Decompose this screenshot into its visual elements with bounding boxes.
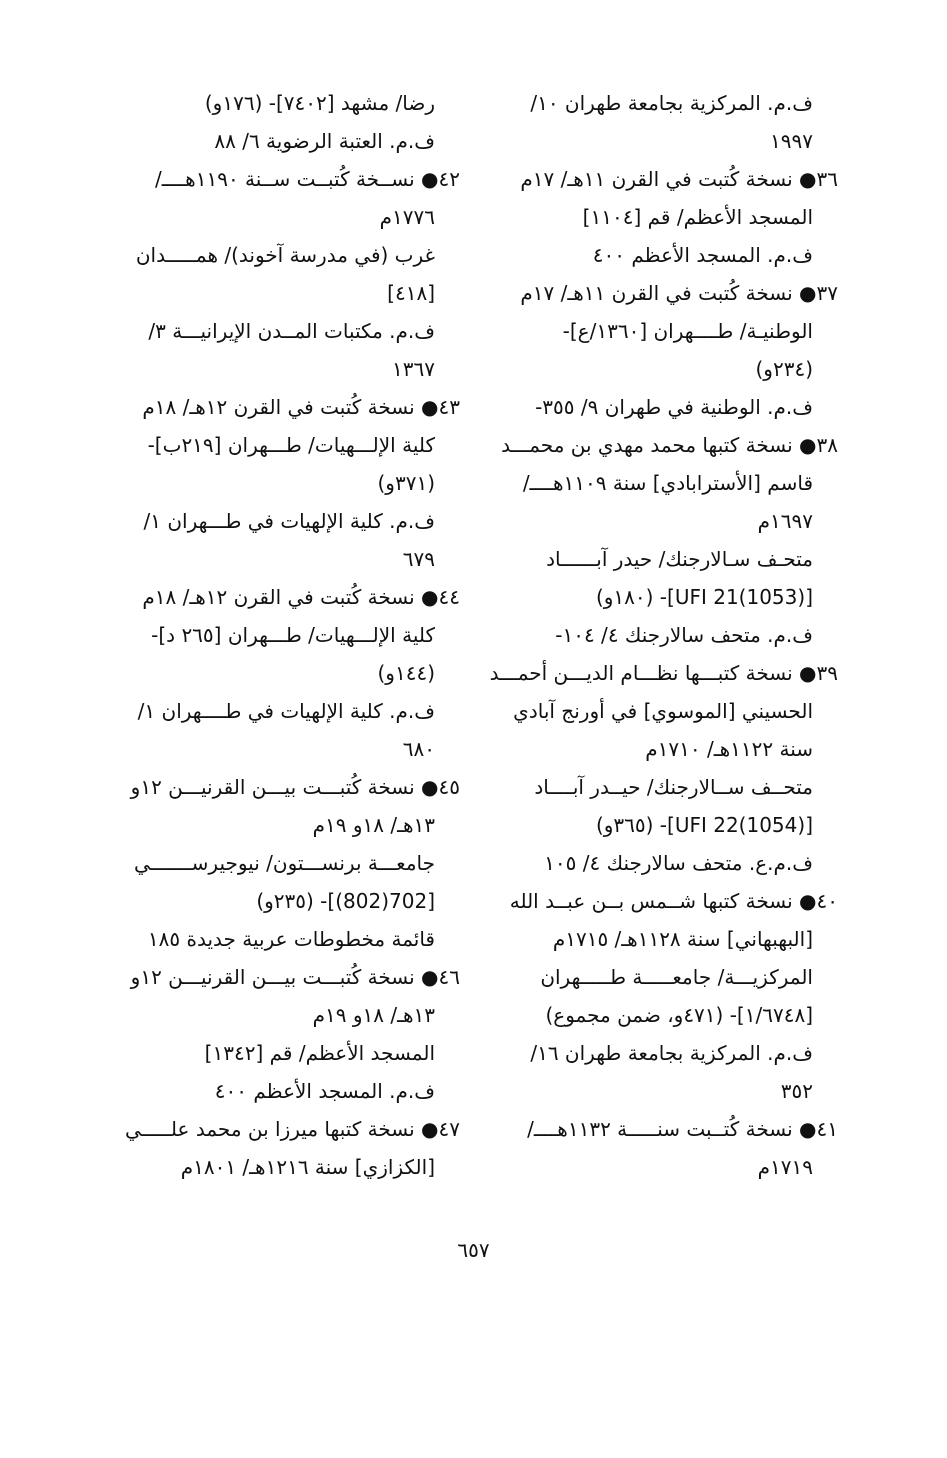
entry-detail-line: ف.م. العتبة الرضوية ٦/ ٨٨ <box>214 129 435 153</box>
entry-heading-line: ٤٧● نسخة كتبها ميرزا بن محمد علـــــي <box>124 1117 460 1141</box>
entry-detail-line: المسجد الأعظم/ قم [١٣٤٢] <box>204 1041 435 1065</box>
entry-detail-line: ٦٧٩ <box>402 547 435 571</box>
entry-detail-line: (٢٣٤و) <box>755 357 813 381</box>
entry-detail-line: [٤١٨] <box>387 281 435 305</box>
entry-heading-line: ٤٦● نسخة كُتبـــت بيـــن القرنيـــن ١٢و <box>130 965 460 989</box>
entry-detail-line: ١٣هـ/ ١٨و ١٩م <box>312 1003 435 1027</box>
entry-detail-line: [UFI 22(1054)]- (٣٦٥و) <box>595 813 813 837</box>
entry-detail-line: ف.م. المركزية بجامعة طهران ١٦/ <box>530 1041 813 1065</box>
entry-detail-line: [١/٦٧٤٨]- (٤٧١و، ضمن مجموع) <box>545 1003 813 1027</box>
entry-detail-line: المسجد الأعظم/ قم [١١٠٤] <box>582 205 813 229</box>
entry-detail-line: ٣٥٢ <box>780 1079 813 1103</box>
entry-detail-line: [البهبهاني] سنة ١١٢٨هـ/ ١٧١٥م <box>552 927 813 951</box>
entry-detail-line: ف.م. المركزية بجامعة طهران ١٠/ <box>530 91 813 115</box>
entry-detail-line: ف.م.ع. متحف سالارجنك ٤/ ١٠٥ <box>544 851 813 875</box>
entry-detail-line: ف.م. المسجد الأعظم ٤٠٠ <box>592 243 813 267</box>
entry-heading-line: ٣٨● نسخة كتبها محمد مهدي بن محمـــد <box>501 433 838 457</box>
entry-detail-line: (٣٧١و) <box>377 471 435 495</box>
entry-detail-line: (١٤٤و) <box>377 661 435 685</box>
entry-detail-line: كلية الإلـــهيات/ طـــهران [٢٦٥ د]- <box>151 623 435 647</box>
entry-detail-line: قائمة مخطوطات عربية جديدة ١٨٥ <box>147 927 435 951</box>
entry-detail-line: ف.م. متحف سالارجنك ٤/ ١٠٤- <box>555 623 813 647</box>
entry-detail-line: ف.م. كلية الإلهيات في طــــهران ١/ <box>137 699 435 723</box>
entry-heading-line: ٣٧● نسخة كُتبت في القرن ١١هـ/ ١٧م <box>520 281 838 305</box>
entry-heading-line: ٤٢● نســخة كُتبــت ســنة ١١٩٠هــــ/ <box>154 167 460 191</box>
entry-detail-line: [702(802)]- (٢٣٥و) <box>256 889 435 913</box>
entry-detail-line: كلية الإلـــهيات/ طـــهران [٢١٩ب]- <box>147 433 435 457</box>
entry-heading-line: ٤٥● نسخة كُتبـــت بيـــن القرنيـــن ١٢و <box>130 775 460 799</box>
right-column <box>490 84 838 1186</box>
entry-detail-line: رضا/ مشهد [٧٤٠٢]- (١٧٦و) <box>204 91 435 115</box>
entry-detail-line: ١٦٩٧م <box>757 509 813 533</box>
entry-detail-line: سنة ١١٢٢هـ/ ١٧١٠م <box>645 737 813 761</box>
entry-detail-line: ف.م. كلية الإلهيات في طـــهران ١/ <box>143 509 435 533</box>
entry-detail-line: ف.م. المسجد الأعظم ٤٠٠ <box>214 1079 435 1103</box>
entry-detail-line: متحــف ســالارجنك/ حيــدر آبــــاد <box>534 775 813 799</box>
entry-detail-line: غرب (في مدرسة آخوند)/ همـــــدان <box>135 243 435 267</box>
entry-heading-line: ٤٤● نسخة كُتبت في القرن ١٢هـ/ ١٨م <box>142 585 460 609</box>
entry-detail-line: [UFI 21(1053)]- (١٨٠و) <box>595 585 813 609</box>
entry-detail-line: الوطنيـة/ طــــهران [١٣٦٠/ع]- <box>562 319 813 343</box>
entry-heading-line: ٤١● نسخة كُتــبت سنـــــة ١١٣٢هــــ/ <box>527 1117 838 1141</box>
entry-detail-line: ١٧٧٦م <box>379 205 435 229</box>
entry-detail-line: ٦٨٠ <box>402 737 435 761</box>
entry-detail-line: الحسيني [الموسوي] في أورنج آبادي <box>513 699 813 723</box>
entry-detail-line: ١٣٦٧ <box>392 357 435 381</box>
entry-heading-line: ٣٦● نسخة كُتبت في القرن ١١هـ/ ١٧م <box>520 167 838 191</box>
entry-detail-line: ف.م. الوطنية في طهران ٩/ ٣٥٥- <box>535 395 813 419</box>
entry-detail-line: جامعـــة برنســـتون/ نيوجيرســـــــي <box>133 851 435 875</box>
entry-detail-line: ١٣هـ/ ١٨و ١٩م <box>312 813 435 837</box>
entry-detail-line: ١٩٩٧ <box>770 129 813 153</box>
entry-detail-line: ١٧١٩م <box>757 1155 813 1179</box>
left-column <box>110 84 460 1186</box>
entry-detail-line: المركزيـــة/ جامعـــــة طـــــهران <box>540 965 813 989</box>
page-number: ٦٥٧ <box>457 1238 490 1262</box>
entry-heading-line: ٣٩● نسخة كتبـــها نظـــام الديـــن أحمـــد <box>490 661 838 685</box>
entry-detail-line: [الكزازي] سنة ١٢١٦هـ/ ١٨٠١م <box>180 1155 435 1179</box>
entry-heading-line: ٤٠● نسخة كتبها شــمس بــن عبــد الله <box>509 889 838 913</box>
entry-detail-line: قاسم [الأسترابادي] سنة ١١٠٩هــــ/ <box>522 471 813 495</box>
entry-heading-line: ٤٣● نسخة كُتبت في القرن ١٢هـ/ ١٨م <box>142 395 460 419</box>
entry-detail-line: ف.م. مكتبات المــدن الإيرانيـــة ٣/ <box>148 319 435 343</box>
entry-detail-line: متحـف سـالارجنك/ حيدر آبــــــاد <box>546 547 813 571</box>
